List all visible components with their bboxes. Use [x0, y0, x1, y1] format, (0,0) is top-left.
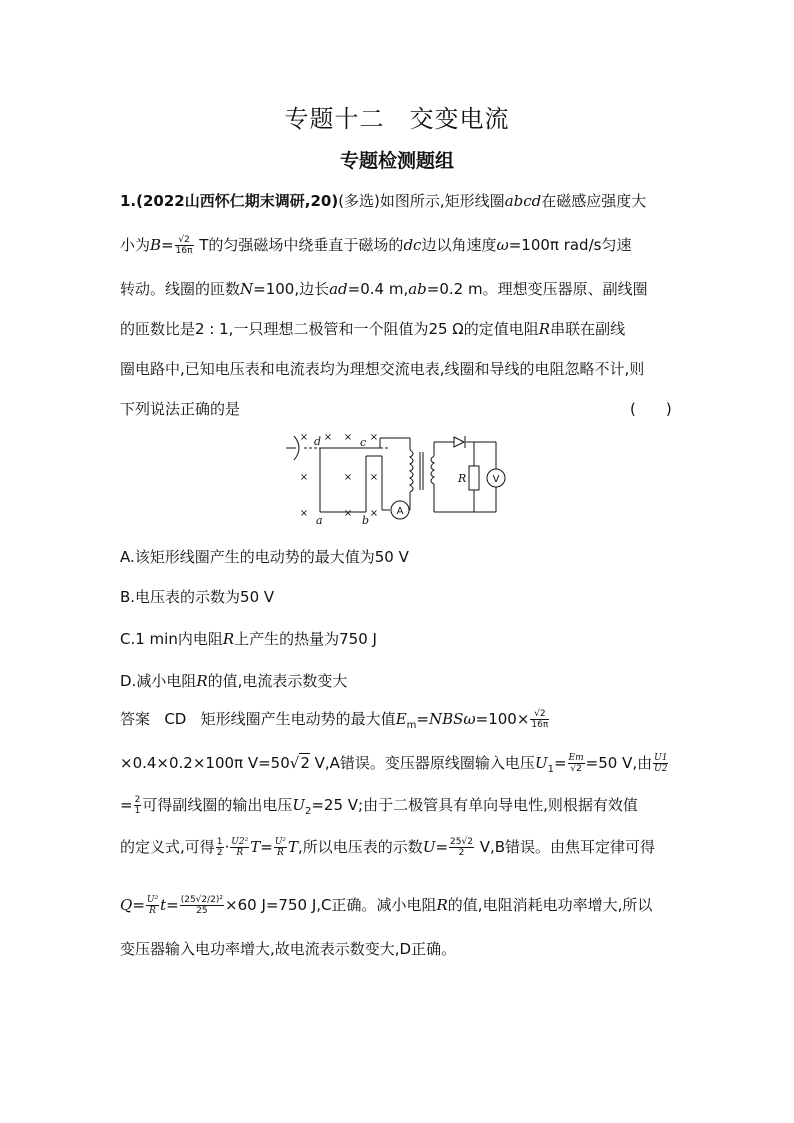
cross: ×: [343, 472, 353, 483]
primary-coil: [410, 450, 413, 492]
label-a-meter: A: [396, 506, 404, 517]
question-source: (2022山西怀仁期末调研,20): [136, 192, 339, 210]
question-line-3: 转动。线圈的匝数N=100,边长ad=0.4 m,ab=0.2 m。理想变压器原、副线圈: [120, 280, 648, 298]
option-c: C.1 min内电阻R上产生的热量为750 J: [120, 630, 377, 648]
cross: ×: [343, 432, 353, 443]
page-title: 专题十二 交变电流: [284, 105, 510, 133]
answer-label: 答案: [120, 710, 151, 728]
circuit-diagram: [282, 428, 522, 526]
fraction-b: $\frac{√2}{16\pi}$: [175, 235, 193, 256]
cross: ×: [369, 432, 379, 443]
cross: ×: [369, 508, 379, 519]
label-c: c: [360, 436, 367, 449]
option-b: B.电压表的示数为50 V: [120, 588, 275, 606]
option-a: A.该矩形线圈产生的电动势的最大值为50 V: [120, 548, 409, 566]
answer-line-2: ×0.4×0.2×100π V=50√2 V,A错误。变压器原线圈输入电压$U_1=$ $\frac{Em}{√2}$ =50 V,由 $\frac{U1}{U2}$: [120, 753, 668, 775]
secondary-coil: [431, 456, 434, 484]
answer-line-3: = $\frac{2}{1}$ 可得副线圈的输出电压$U_2=25$ V;由于二极管具有单向导电性,则根据有效值: [120, 795, 638, 817]
answer-choice: CD: [164, 710, 187, 728]
label-v: V: [492, 474, 500, 485]
question-line-6: 下列说法正确的是: [120, 400, 241, 418]
cross: ×: [343, 508, 353, 519]
answer-blank: ( ): [630, 400, 672, 418]
circuit-svg: [282, 428, 522, 526]
cross: ×: [299, 432, 309, 443]
question-line-4: 的匝数比是2 : 1,一只理想二极管和一个阻值为25 Ω的定值电阻R串联在副线: [120, 320, 626, 338]
label-r: R: [458, 472, 467, 485]
question-line-2: 小为B= $\frac{√2}{16\pi}$ T的匀强磁场中绕垂直于磁场的dc边以角速度ω=100π rad/s匀速: [120, 235, 632, 256]
answer-line-4: 的定义式,可得 $\frac{1}{2}$ · $\frac{\text{U2²}}{R}$ T= $\frac{\text{U²}}{R}$ T,所以电压表的示数U= $\frac{25√2}{2}$ V,B错误。由焦耳定律可得: [120, 837, 656, 858]
question-number: 1.: [120, 192, 137, 210]
section-subtitle: 专题检测题组: [339, 150, 454, 172]
label-d: d: [314, 435, 322, 448]
question-type: (多选): [338, 192, 380, 210]
diode-triangle: [454, 437, 464, 447]
cross: ×: [323, 432, 333, 443]
cross: ×: [299, 472, 309, 483]
answer-line-5: Q= $\frac{\text{U²}}{R}$ t= $\frac{\text{(25√2/2)²}}{25}$ ×60 J=750 J,C正确。减小电阻R的值,电阻消耗电功率增大,所以: [120, 895, 653, 916]
label-b: b: [362, 514, 370, 526]
cross: ×: [369, 472, 379, 483]
question-line-5: 圈电路中,已知电压表和电流表均为理想交流电表,线圈和导线的电阻忽略不计,则: [120, 360, 645, 378]
cross: ×: [299, 508, 309, 519]
label-a: a: [316, 514, 323, 526]
answer-line-1: 答案 CD 矩形线圈产生电动势的最大值$E_m=NBS\omega=100\times$ $\frac{√2}{16\pi}$: [120, 709, 549, 731]
question-line-1: 1.(2022山西怀仁期末调研,20)(多选)如图所示,矩形线圈abcd在磁感应强度大: [120, 192, 647, 210]
resistor: [469, 466, 479, 490]
answer-line-6: 变压器输入电功率增大,故电流表示数变大,D正确。: [120, 940, 457, 958]
option-d: D.减小电阻R的值,电流表示数变大: [120, 672, 348, 690]
